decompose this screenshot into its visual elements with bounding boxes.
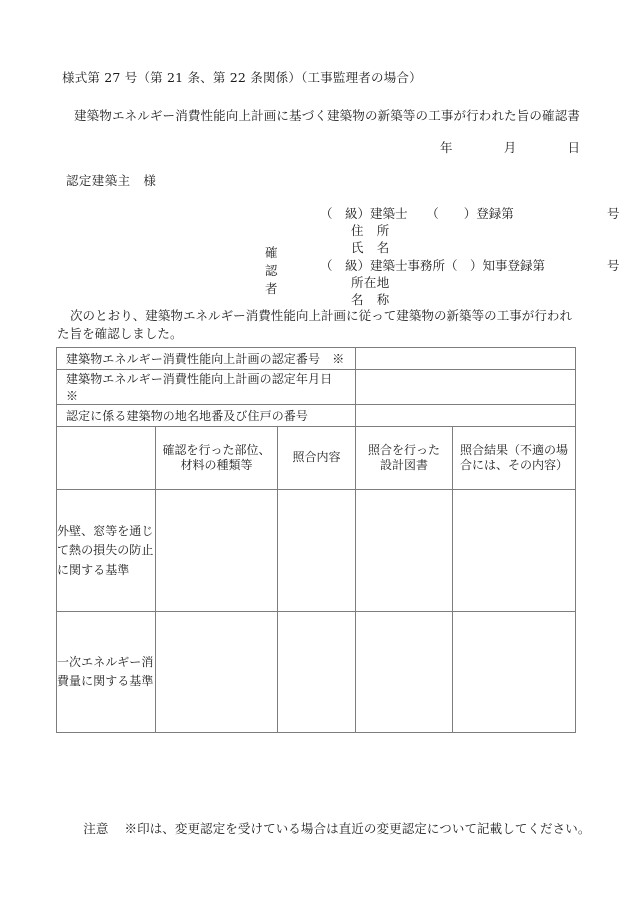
footnote-text: ※印は、変更認定を受けている場合は直近の変更認定について記載してください。 [124, 820, 591, 836]
cert-date-label: 建築物エネルギー消費性能向上計画の認定年月日 ※ [57, 370, 356, 405]
confirmer-lines [320, 204, 630, 307]
table-header-row [57, 427, 576, 490]
table-row [57, 348, 576, 370]
criteria-1-content-cell[interactable] [278, 490, 356, 612]
column-header-parts: 確認を行った部位、 材料の種類等 [156, 427, 278, 490]
confirmer-line-office [320, 256, 630, 273]
criteria-2-documents-cell[interactable] [356, 612, 453, 733]
date-month-label: 月 [503, 140, 517, 155]
table-row [57, 490, 576, 612]
building-address-value[interactable] [356, 405, 576, 427]
form-number: 様式第 27 号（第 21 条、第 22 条関係）（工事監理者の場合） [62, 70, 422, 85]
table-row [57, 405, 576, 427]
cert-date-value[interactable] [356, 370, 576, 405]
confirmer-line-address-text: 住 所 [351, 223, 390, 239]
building-address-label: 認定に係る建築物の地名地番及び住戸の番号 [57, 405, 356, 427]
criteria-label-heat-loss [57, 490, 156, 612]
confirmer-line-office-name [320, 290, 630, 307]
lead-paragraph: 次のとおり、建築物エネルギー消費性能向上計画に従って建築物の新築等の工事が行われた旨を確認しました。 [57, 308, 573, 342]
table-row [57, 370, 576, 405]
footnote [67, 810, 590, 848]
confirmer-line-office-name-text: 名 称 [351, 291, 390, 307]
confirmer-line-architect [320, 204, 630, 221]
cert-number-label: 建築物エネルギー消費性能向上計画の認定番号 ※ [57, 348, 356, 370]
table-row [57, 612, 576, 733]
confirmer-line-name-text: 氏 名 [351, 240, 390, 256]
confirmer-line-address [320, 221, 630, 239]
confirmer-line-architect-unit: 号 [607, 206, 620, 221]
page-title: 建築物エネルギー消費性能向上計画に基づく建築物の新築等の工事が行われた旨の確認書 [74, 108, 581, 123]
column-header-design-documents: 照合を行った 設計図書 [356, 427, 453, 490]
criteria-1-documents-cell[interactable] [356, 490, 453, 612]
criteria-1-parts-cell[interactable] [156, 490, 278, 612]
diagonal-header-cell [57, 427, 156, 490]
criteria-2-parts-cell[interactable] [156, 612, 278, 733]
footnote-label: 注意 [83, 820, 109, 836]
date-year-label: 年 [440, 140, 453, 155]
confirmer-line-architect-text: （ 級）建築士 （ ）登録第 [320, 206, 514, 221]
criteria-label-primary-energy [57, 612, 156, 733]
addressee: 認定建築主 様 [66, 173, 157, 188]
criteria-1-result-cell[interactable] [453, 490, 576, 612]
date-line [440, 142, 580, 155]
criteria-2-content-cell[interactable] [278, 612, 356, 733]
confirmer-line-location-text: 所在地 [351, 274, 390, 290]
date-day-label: 日 [567, 140, 580, 155]
criteria-2-result-cell[interactable] [453, 612, 576, 733]
confirmer-line-name [320, 238, 630, 256]
confirmation-table [56, 347, 576, 733]
confirmer-line-office-unit: 号 [607, 257, 620, 273]
confirmer-line-location [320, 273, 630, 290]
confirmer-label: 確認者 [265, 245, 279, 296]
column-header-collation-content: 照合内容 [278, 427, 356, 490]
criteria-label-heat-loss-text: 外壁、窓等を通じ て熱の損失の防止 に関する基準 [57, 523, 154, 577]
cert-number-value[interactable] [356, 348, 576, 370]
criteria-label-primary-energy-text: 一次エネルギー消 費量に関する基準 [57, 654, 154, 689]
confirmer-line-office-text: （ 級）建築士事務所（ ）知事登録第 [320, 257, 546, 273]
column-header-collation-result: 照合結果（不適の場 合には、その内容） [453, 427, 576, 490]
